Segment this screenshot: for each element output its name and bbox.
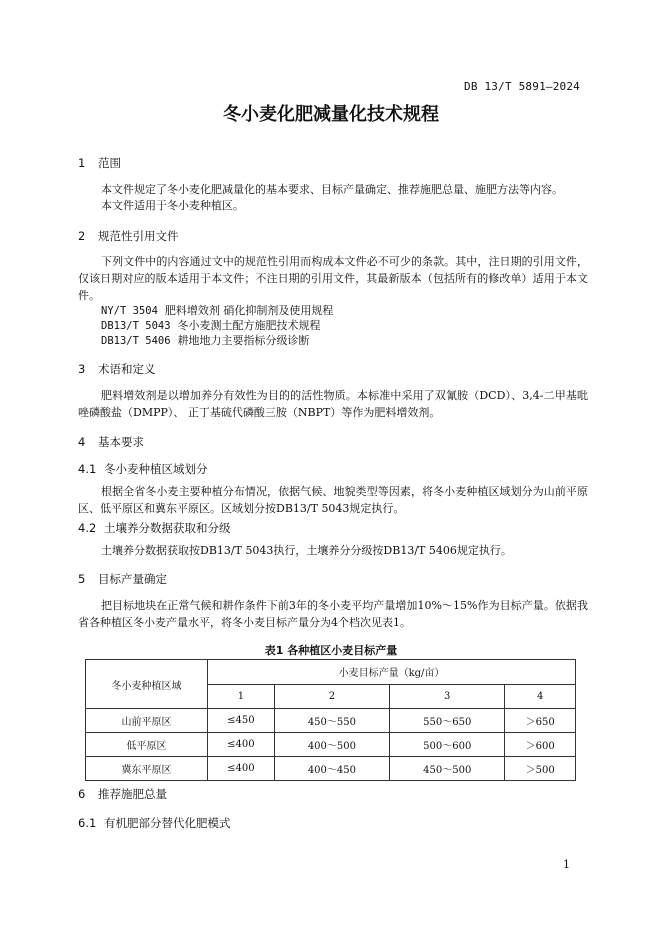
section-number: 6.1 xyxy=(78,816,97,830)
target-yield-table xyxy=(85,659,576,781)
region-cell: 山前平原区 xyxy=(86,709,208,733)
section-number: 4.2 xyxy=(78,521,97,535)
standard-code: DB 13/T 5891—2024 xyxy=(464,80,580,93)
yield-cell: 400～500 xyxy=(274,733,389,757)
section-title: 范围 xyxy=(98,156,121,170)
table-caption: 表1 各种植区小麦目标产量 xyxy=(264,644,398,657)
page-number: 1 xyxy=(563,858,570,871)
section-title: 目标产量确定 xyxy=(98,572,167,586)
section-title: 有机肥部分替代化肥模式 xyxy=(104,816,231,830)
section-title: 术语和定义 xyxy=(98,362,156,376)
table-row xyxy=(86,733,576,757)
section-number: 1 xyxy=(78,156,86,170)
section-title: 基本要求 xyxy=(98,435,144,449)
yield-cell: 400～450 xyxy=(274,757,389,781)
section-title: 土壤养分数据获取和分级 xyxy=(104,521,231,535)
yield-cell: ≤400 xyxy=(208,733,275,757)
section-title: 推荐施肥总量 xyxy=(98,787,167,801)
region-cell: 冀东平原区 xyxy=(86,757,208,781)
section-number: 4 xyxy=(78,435,86,449)
section-number: 2 xyxy=(78,229,86,243)
section-4-1-para: 根据全省冬小麦主要种植分布情况，依据气候、地貌类型等因素，将冬小麦种植区域划分为山前平原区、低平原区和冀东平原区。区域划分按DB13/T 5043规定执行。 xyxy=(78,485,588,515)
yield-cell: 550～650 xyxy=(390,709,505,733)
section-3-para: 肥料增效剂是以增加养分有效性为目的的活性物质。本标准中采用了双氰胺（DCD）、3,4-二甲基吡唑磷酸盐（DMPP）、 正丁基硫代磷酸三胺（NBPT）等作为肥料增效剂。 xyxy=(78,389,588,419)
yield-cell: 450～550 xyxy=(274,709,389,733)
section-1-para-1: 本文件规定了冬小麦化肥减量化的基本要求、目标产量确定、推荐施肥总量、施肥方法等内容。 xyxy=(101,183,563,196)
section-title: 规范性引用文件 xyxy=(98,229,179,243)
level-header: 2 xyxy=(274,684,389,709)
table-row xyxy=(86,757,576,781)
section-6-heading xyxy=(78,786,167,802)
section-number: 3 xyxy=(78,362,86,376)
section-3-heading xyxy=(78,361,156,377)
level-header: 4 xyxy=(505,684,576,709)
section-number: 6 xyxy=(78,787,86,801)
section-4-1-heading xyxy=(78,461,208,477)
yield-cell: ＞500 xyxy=(505,757,576,781)
reference-code: NY/T 3504 xyxy=(101,305,158,317)
reference-code: DB13/T 5406 xyxy=(101,335,171,347)
section-4-2-heading xyxy=(78,520,231,536)
normative-reference xyxy=(101,333,310,349)
table-header-row xyxy=(86,660,576,685)
yield-cell: ＞650 xyxy=(505,709,576,733)
section-4-heading xyxy=(78,434,144,450)
section-6-1-heading xyxy=(78,815,231,831)
normative-reference xyxy=(101,303,333,319)
section-1-para-2: 本文件适用于冬小麦种植区。 xyxy=(101,199,244,212)
yield-cell: 450～500 xyxy=(390,757,505,781)
table-row xyxy=(86,709,576,733)
section-2-heading xyxy=(78,228,179,244)
section-2-para: 下列文件中的内容通过文中的规范性引用而构成本文件必不可少的条款。其中，注日期的引用文件，仅该日期对应的版本适用于本文件；不注日期的引用文件，其最新版本（包括所有的修改单）适用于本文件。 xyxy=(78,255,588,302)
section-title: 冬小麦种植区域划分 xyxy=(104,462,208,476)
level-header: 1 xyxy=(208,684,275,709)
level-header: 3 xyxy=(390,684,505,709)
section-number: 4.1 xyxy=(78,462,97,476)
yield-cell: 500～600 xyxy=(390,733,505,757)
section-4-2-para: 土壤养分数据获取按DB13/T 5043执行，土壤养分分级按DB13/T 5406规定执行。 xyxy=(101,544,512,557)
yield-cell: ＞600 xyxy=(505,733,576,757)
region-cell: 低平原区 xyxy=(86,733,208,757)
section-5-heading xyxy=(78,571,167,587)
reference-name: 肥料增效剂 硝化抑制剂及使用规程 xyxy=(164,304,334,317)
reference-name: 冬小麦测土配方施肥技术规程 xyxy=(177,319,321,332)
yield-cell: ≤400 xyxy=(208,757,275,781)
reference-code: DB13/T 5043 xyxy=(101,320,171,332)
section-5-para: 把目标地块在正常气候和耕作条件下前3年的冬小麦平均产量增加10%～15%作为目标产量。依据我省各种植区冬小麦产量水平，将冬小麦目标产量分为4个档次见表1。 xyxy=(78,599,588,629)
section-number: 5 xyxy=(78,572,86,586)
yield-cell: ≤450 xyxy=(208,709,275,733)
region-column-header: 冬小麦种植区域 xyxy=(86,660,208,709)
reference-name: 耕地地力主要指标分级诊断 xyxy=(177,334,310,347)
yield-group-header: 小麦目标产量（kg/亩） xyxy=(208,660,576,685)
section-1-heading xyxy=(78,155,121,171)
document-title: 冬小麦化肥减量化技术规程 xyxy=(223,104,439,125)
normative-reference xyxy=(101,318,321,334)
